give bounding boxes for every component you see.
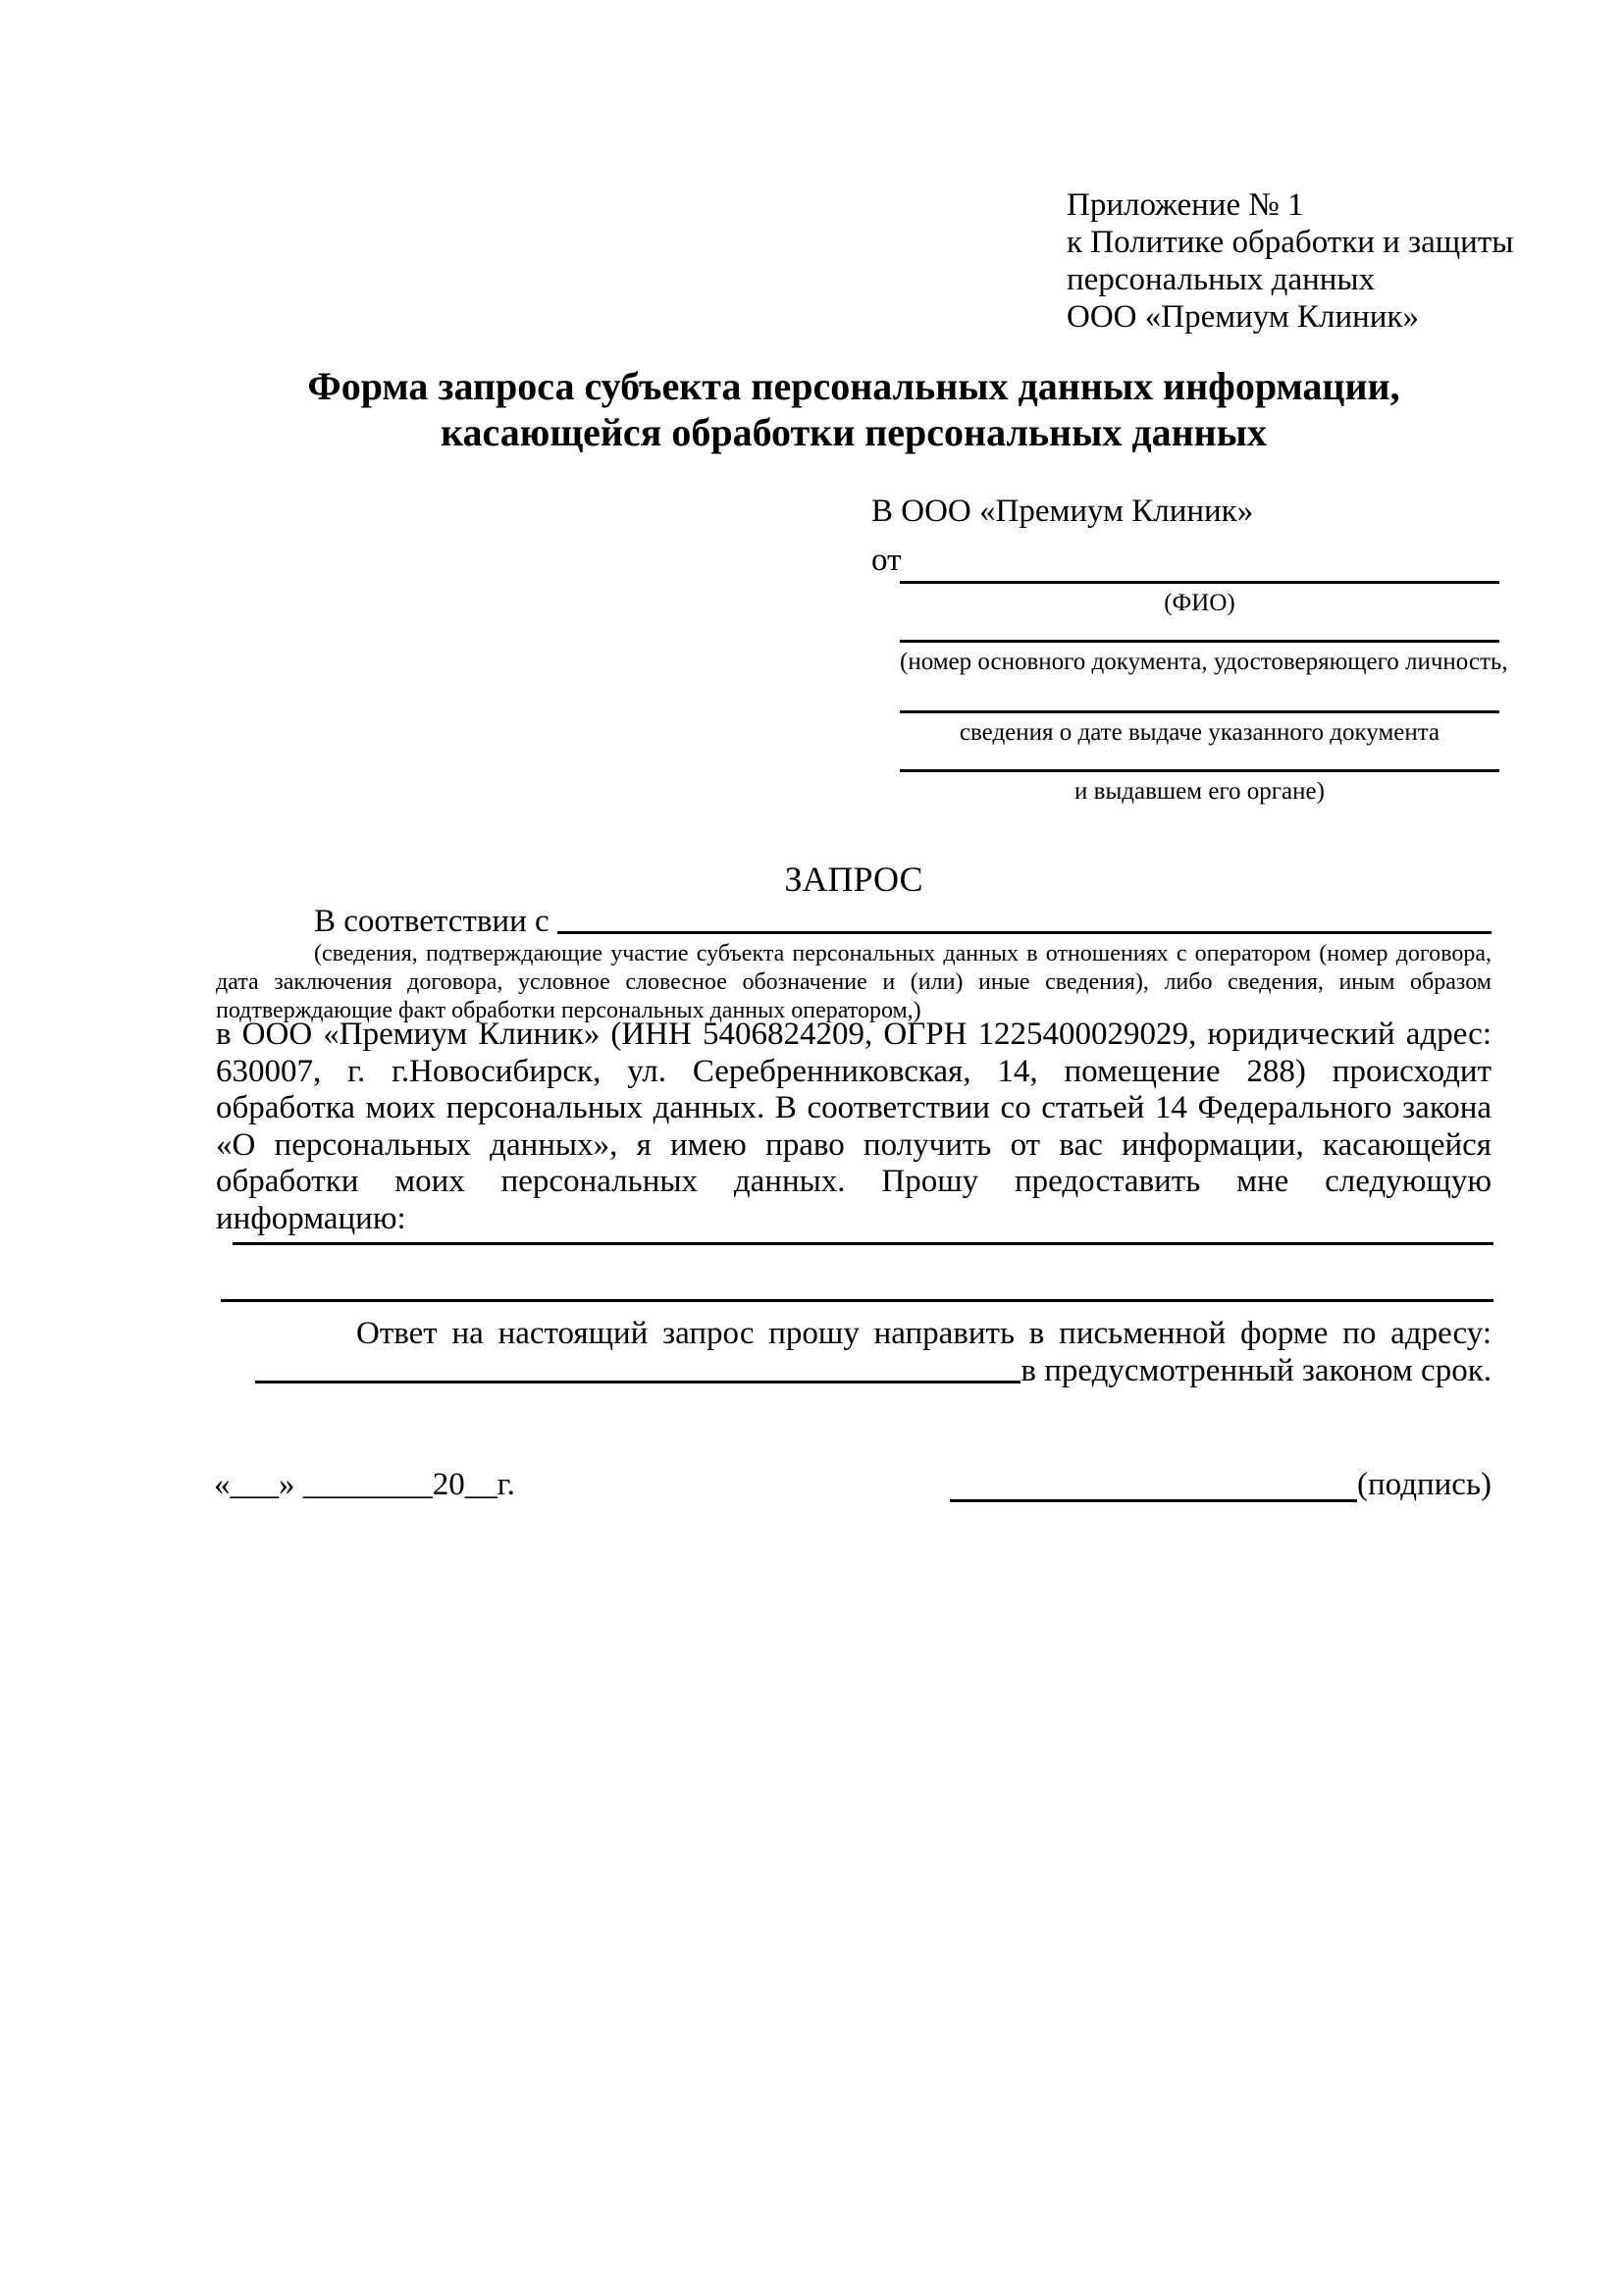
- blank-field-requested-info-line-1: [233, 1242, 1493, 1245]
- request-intro-row: [216, 903, 1492, 940]
- document-title-line: Форма запроса субъекта персональных данных информации,: [307, 364, 1400, 408]
- document-title-line: касающейся обработки персональных данных: [441, 410, 1267, 454]
- blank-field-issue-date: [900, 710, 1499, 713]
- blank-field-caption-issuing-authority: и выдавшем его органе): [1074, 778, 1325, 805]
- blank-field-issuing-authority: [900, 769, 1499, 772]
- reply-address-paragraph: Ответ на настоящий запрос прошу направить в письменной форме по адресу:: [356, 1316, 1492, 1351]
- addressee-block: [871, 493, 1508, 806]
- signature-caption: (подпись): [1357, 1467, 1492, 1502]
- blank-field-basis: [557, 903, 1492, 934]
- annex-line: Приложение № 1: [1067, 187, 1304, 223]
- addressee-to: В ООО «Премиум Клиник»: [871, 494, 1254, 529]
- reply-address-row: [216, 1352, 1492, 1389]
- annex-line: к Политике обработки и защиты: [1067, 225, 1514, 260]
- signature-area: [950, 1466, 1492, 1507]
- blank-field-signature: [950, 1466, 1357, 1502]
- blank-field-fio: [900, 581, 1499, 584]
- blank-field-reply-address: [255, 1352, 1021, 1383]
- blank-field-caption-fio: (ФИО): [1164, 590, 1235, 616]
- document-title: [216, 363, 1492, 455]
- blank-field-date: «___» ________20__г.: [214, 1467, 515, 1502]
- reply-address-suffix: в предусмотренный законом срок.: [1021, 1353, 1492, 1388]
- annex-line: персональных данных: [1067, 262, 1376, 297]
- blank-field-caption-issue-date: сведения о дате выдаче указанного документа: [959, 719, 1440, 746]
- addressee-from: от: [871, 543, 902, 578]
- annex-line: ООО «Премиум Клиник»: [1067, 299, 1419, 335]
- footer-row: [214, 1466, 1492, 1507]
- fine-print-note: (сведения, подтверждающие участие субъекта персональных данных в отношениях с оператором (номер договора, дата заключения договора, условное словесное обозначение и (или) иные сведения), либо сведения, иным образом подтверждающие факт обработки персональных данных оператором,): [216, 941, 1492, 1023]
- annex-reference-block: [1067, 186, 1514, 336]
- blank-field-document-number: [900, 640, 1499, 643]
- request-heading: ЗАПРОС: [784, 860, 923, 899]
- blank-field-requested-info-line-2: [221, 1299, 1493, 1302]
- request-intro-text: В соответствии с: [314, 904, 550, 939]
- blank-field-caption-document-number: (номер основного документа, удостоверяющего личность,: [900, 649, 1508, 675]
- request-body-paragraph: в ООО «Премиум Клиник» (ИНН 5406824209, ОГРН 1225400029029, юридический адрес: 630007, г. г.Новосибирск, ул. Серебренниковская, 14, помещение 288) происходит обработка моих персональных данных. В соответствии со статьей 14 Федерального закона «О персональных данных», я имею право получить от вас информации, касающейся обработки моих персональных данных. Прошу предоставить мне следующую информацию:: [216, 1017, 1492, 1236]
